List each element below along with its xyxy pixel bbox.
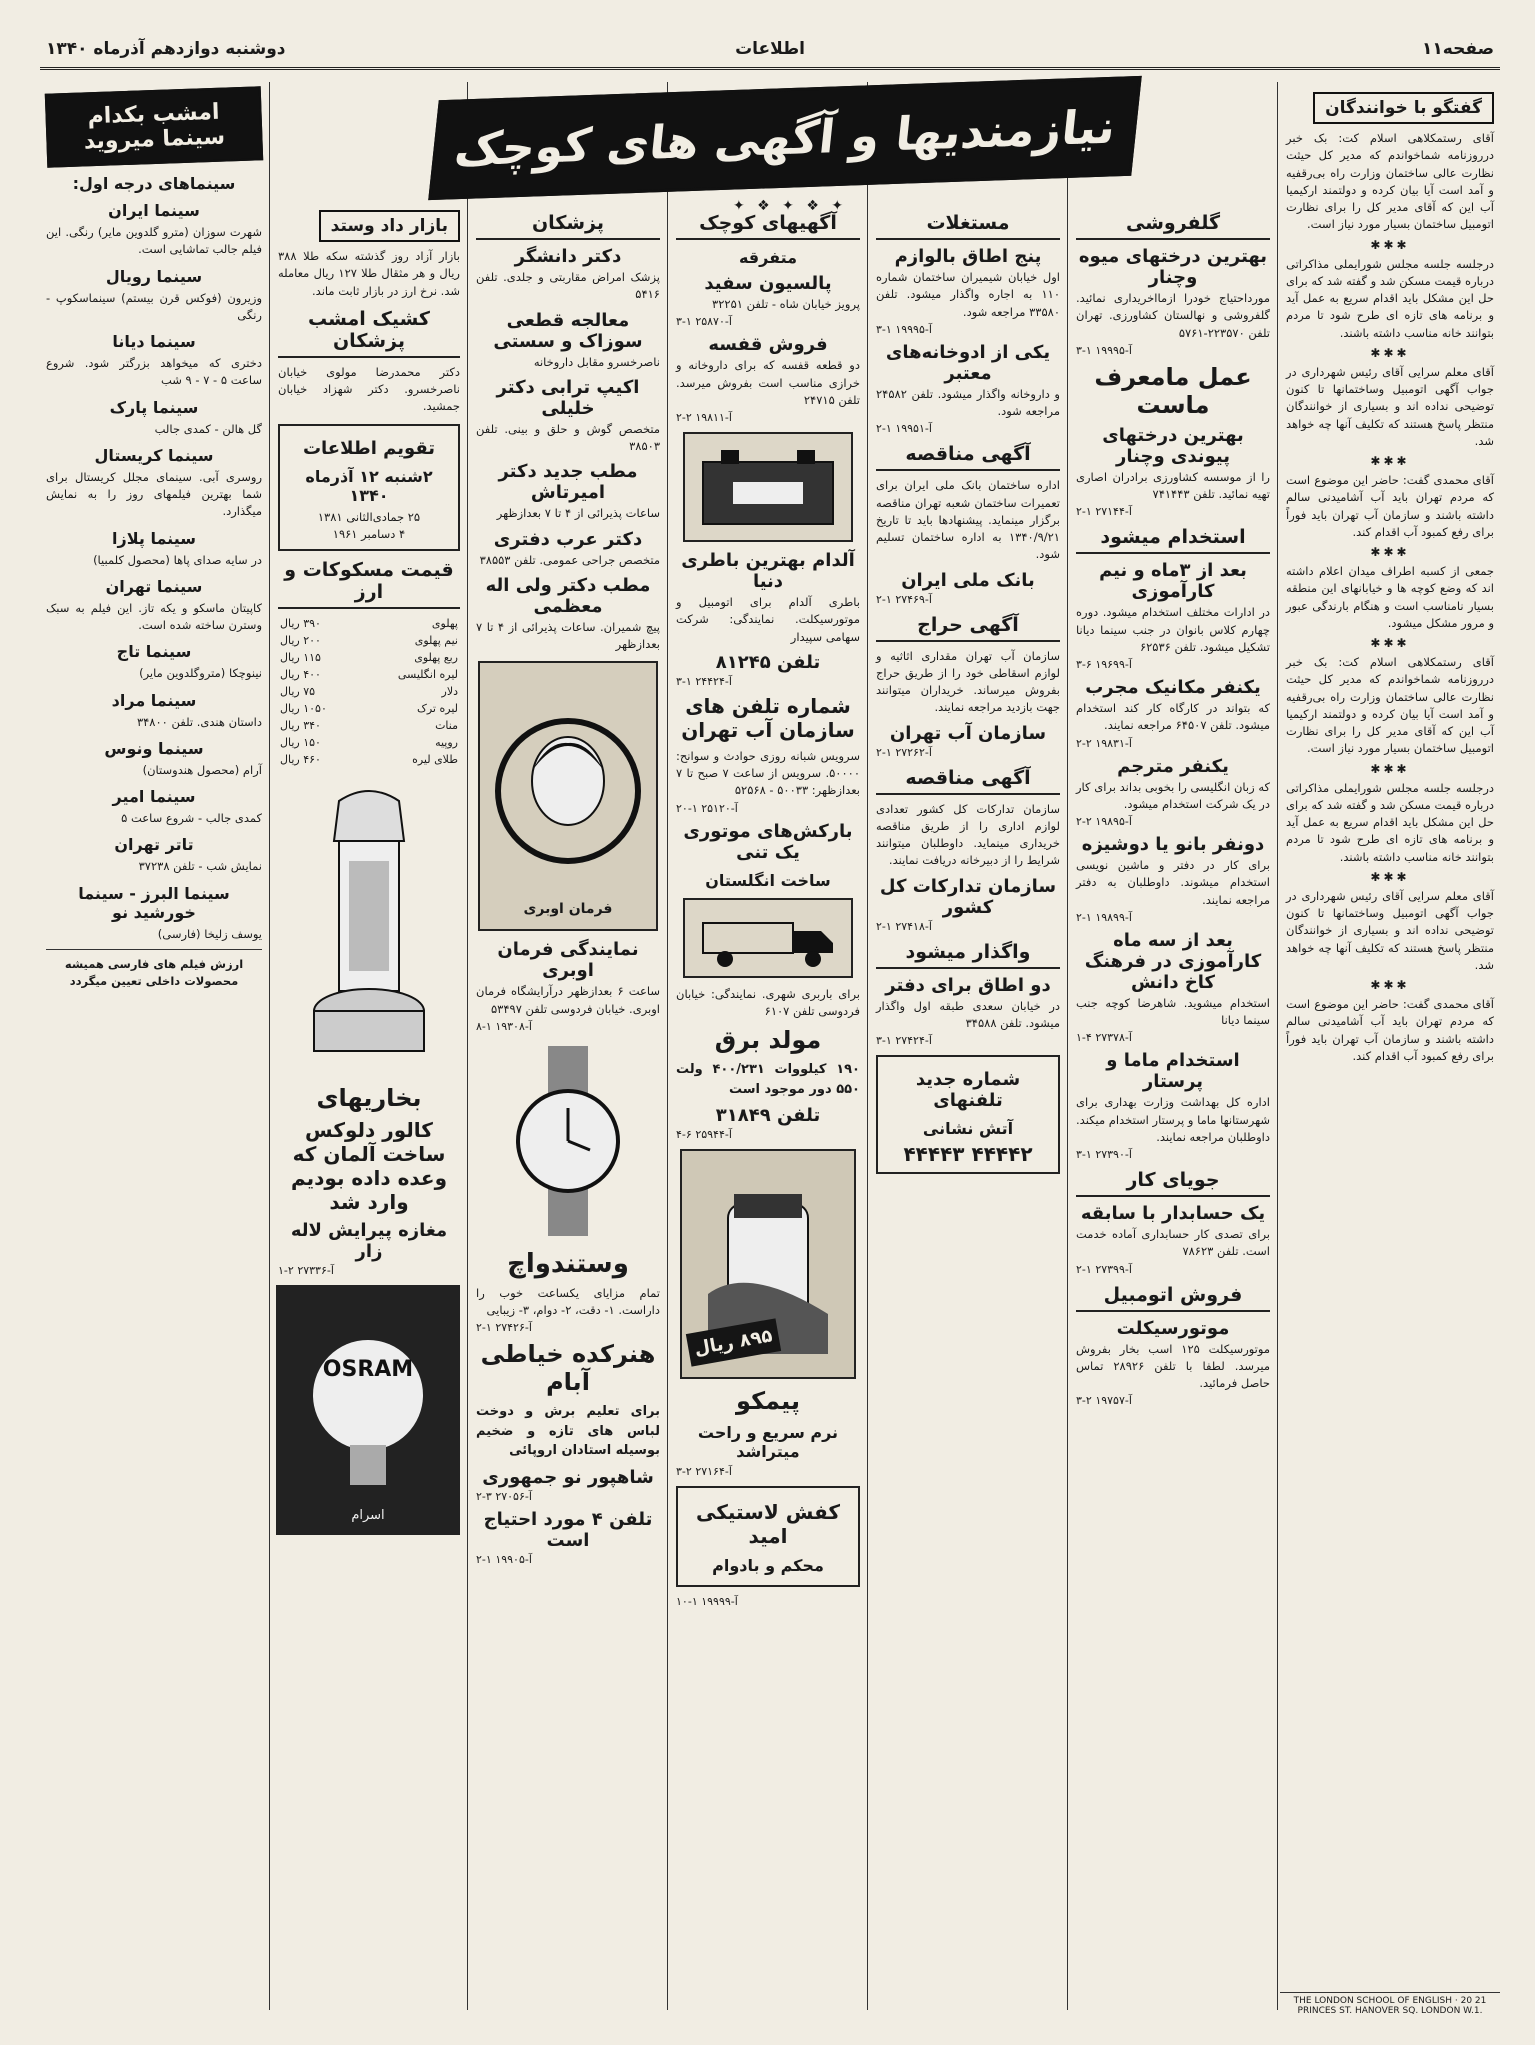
column-small-ads — [670, 200, 866, 2020]
osram-lamp-illustration — [276, 1285, 460, 1535]
table-row — [278, 734, 460, 751]
letter-paragraph: درجلسه جلسه مجلس شورایملی مذاکراتی درباره قیمت مسکن شد و گفته شد که برای حل این مشکل باید اقدام سریع به عمل آید و برنامه های تازه ای طرح شود تا مردم بتوانند خانه مناسب داشته باشند. — [1286, 780, 1494, 864]
column-cinemas — [40, 82, 268, 2020]
truck-illustration — [683, 898, 853, 978]
coin-price: ۷۵ ریال — [280, 685, 316, 698]
letter-paragraph: آقای معلم سرایی آقای رئیس شهرداری در جواب آگهی اتومبیل وساختمانها تا کنون توضیحی نداده اند و بسیاری از خوانندگان منتظر پاسخ هستند که تکلیف آنها چه خواهد شد. — [1286, 888, 1494, 972]
ad-text: اول خیابان شیمیران ساختمان شماره ۱۱۰ به اجاره واگذار میشود. تلفن ۳۳۵۸۰ مراجعه شود. — [876, 270, 1060, 319]
coin-price: ۱۵۰ ریال — [280, 736, 321, 749]
section-heading: آگهی مناقصه — [876, 767, 1060, 795]
ad-title: استخدام ماما و پرستار — [1106, 1050, 1240, 1093]
ad-text: در ادارات مختلف استخدام میشود. دوره چهارم کلاس بانوان در جنب سینما دیانا تشکیل میشود. تلفن ۶۲۵۳۶ — [1076, 605, 1270, 654]
coin-price: ۲۰۰ ریال — [280, 634, 321, 647]
ad-code: آ-۲۷۳۹۰ ۱-۳ — [1076, 1148, 1132, 1161]
doctors-on-call-text: دکتر محمدرضا مولوی خیابان ناصرخسرو. دکتر شهزاد خیابان جمشید. — [278, 364, 460, 414]
cinema-name: سینما کریستال — [94, 445, 214, 465]
separator: ✱✱✱ — [1370, 869, 1410, 884]
ad-text: تمام مزایای یکساعت خوب را داراست. ۱- دقت، ۲- دوام، ۳- زیبایی — [476, 1285, 660, 1317]
section-heading: آگهی حراج — [876, 614, 1060, 642]
coin-price: ۴۶۰ ریال — [280, 753, 321, 766]
ad-title: مطب دکتر ولی اله معظمی — [485, 574, 651, 617]
ad-code: آ-۲۵۹۴۴ ۶-۴ — [676, 1128, 732, 1141]
letter-paragraph: آقای معلم سرایی آقای رئیس شهرداری در جواب آگهی اتومبیل وساختمانها تا کنون توضیحی نداده اند و بسیاری از خوانندگان منتظر پاسخ هستند که تکلیف آنها چه خواهد شد. — [1286, 364, 1494, 448]
cinema-footer-note: ارزش فیلم های فارسی همیشه محصولات داخلی تعیین میگردد — [64, 956, 244, 988]
ad-code: آ-۲۵۱۲۰ ۱-۲۰ — [676, 801, 738, 815]
calendar-lunar-date: ۲۵ جمادی‌الثانی ۱۳۸۱ — [317, 509, 421, 524]
coin-name: دلار — [441, 685, 458, 698]
separator: ✱✱✱ — [1370, 761, 1410, 776]
ad-title: یکی از ادوخانه‌های معتبر — [885, 341, 1051, 384]
ad-text: و داروخانه واگذار میشود. تلفن ۲۴۵۸۲ مراجعه شود. — [876, 386, 1060, 418]
table-row — [278, 615, 460, 632]
light-bulb-icon — [288, 1295, 448, 1525]
ad-subtitle: بهترین درختهای پیوندی وچنار — [1102, 424, 1244, 467]
ad-title: بهترین درختهای میوه وچنار — [1078, 246, 1268, 288]
ad-code: آ-۲۷۳۹۹ ۱-۲ — [1076, 1262, 1132, 1276]
separator: ✱✱✱ — [1370, 454, 1410, 468]
ad-code: آ-۲۷۴۱۸ ۱-۲ — [876, 919, 932, 933]
ad-title: دکتر عرب دفتری — [493, 528, 643, 550]
section-heading: گلفروشی — [1076, 212, 1270, 240]
ad-code: آ-۱۹۹۹۹ ۱-۱۰ — [676, 1595, 738, 1608]
ad-code: آ-۲۷۳۳۶ ۲-۱ — [278, 1264, 334, 1277]
ad-title: دکتر دانشگر — [514, 246, 622, 267]
ad-title: بارکش‌های موتوری یک تنی — [683, 820, 853, 863]
column-rule — [269, 82, 270, 2010]
fire-department-box — [876, 1055, 1060, 1174]
ad-title: آلدام بهترین باطری دنیا — [681, 550, 855, 592]
battery-icon — [693, 442, 843, 532]
ad-text: مورداحتیاج خودرا ازمااخریداری نمائید. گلفروشی و نهالستان کشاورزی. تهران تلفن ۲۲۳۵۷۰-۵۷۶۱ — [1076, 291, 1270, 340]
ad-code: آ-۲۷۴۲۴ ۱-۳ — [876, 1034, 932, 1047]
ad-code: آ-۱۹۹۰۵ ۱-۲ — [476, 1552, 532, 1566]
separator: ✱✱✱ — [1370, 636, 1410, 650]
ad-text: که بتواند در کارگاه کار کند استخدام میشود. تلفن ۶۴۵۰۷ مراجعه نمایند. — [1076, 701, 1270, 733]
ad-code: آ-۱۹۹۹۵ ۱-۳ — [1076, 343, 1132, 357]
phone-number: ۴۴۴۴۲ ۴۴۴۴۳ — [903, 1142, 1033, 1166]
section-heading: قیمت مسکوکات و ارز — [278, 559, 460, 609]
heater-illustration — [279, 776, 459, 1076]
ad-title: دونفر بانو یا دوشیزه — [1081, 834, 1265, 855]
coin-price: ۱۱۵ ریال — [280, 651, 321, 664]
cinema-name: سینما امیر — [112, 787, 196, 806]
table-row — [278, 632, 460, 649]
coin-name: لیره ترک — [417, 702, 458, 715]
ad-address: شاهپور نو جمهوری — [482, 1466, 654, 1488]
ad-title: دو اطاق برای دفتر — [885, 974, 1051, 996]
ad-title: بخاریهای — [316, 1084, 422, 1112]
ad-code: آ-۲۷۴۲۶ ۱-۲ — [476, 1321, 532, 1335]
section-subheading: متفرقه — [738, 248, 798, 267]
ad-title: یکنفر مکانیک مجرب — [1085, 677, 1261, 698]
ad-code: آ-۲۷۴۶۹ ۱-۲ — [876, 592, 932, 606]
section-heading: استخدام میشود — [1076, 526, 1270, 554]
ad-phone: تلفن ۳۱۸۴۹ — [715, 1105, 821, 1126]
cinema-name: سینما ونوس — [104, 738, 204, 758]
ad-title: مولد برق — [714, 1026, 822, 1054]
ad-title: یک حسابدار با سابقه — [1080, 1203, 1266, 1224]
cinema-name: سینما مراد — [111, 690, 197, 710]
table-row — [278, 700, 460, 717]
ad-title: موتورسیکلت — [1116, 1317, 1230, 1339]
letter-paragraph: آقای محمدی گفت: حاضر این موضوع است که مردم تهران باید آب آشامیدنی سالم داشته باشند و سازمان آب تهران باید فوراً برای رفع کمبود آب اقدام کند. — [1286, 997, 1494, 1063]
brand-name: وستندواچ — [507, 1248, 629, 1279]
ad-code: آ-۱۹۹۹۵ ۱-۳ — [876, 322, 932, 336]
ad-code: آ-۱۹۹۵۱ ۱-۲ — [876, 422, 932, 436]
ad-title: بعد از ۳ماه و نیم کارآموزی — [1099, 560, 1247, 603]
price-tag: ۸۹۵ ریال — [686, 1318, 781, 1366]
letter-paragraph: آقای محمدی گفت: حاضر این موضوع است که مردم تهران باید آب آشامیدنی سالم داشته باشند و سازمان آب تهران باید فوراً برای رفع کمبود آب اقدام کند. — [1286, 473, 1494, 539]
water-org-heading: شماره تلفن های سازمان آب تهران — [681, 693, 855, 742]
image-caption: فرمان اوبری — [523, 901, 613, 918]
column-rule — [1277, 82, 1278, 2010]
ad-text: برای باربری شهری. نمایندگی: خیابان فردوسی تلفن ۶۱۰۷ — [676, 986, 860, 1018]
ad-text: اداره کل بهداشت وزارت بهداری برای شهرستانها ماما و پرستار استخدام میکند. داوطلبان مراجعه نمایند. — [1076, 1095, 1270, 1144]
issue-date: دوشنبه دوازدهم آذرماه ۱۳۴۰ — [46, 38, 286, 59]
coin-name: طلای لیره — [412, 753, 458, 766]
ad-title: اکیپ ترابی دکتر خلیلی — [496, 376, 640, 419]
ad-text: پرویز خیابان شاه - تلفن ۳۲۲۵۱ — [712, 297, 860, 311]
ad-code: آ-۲۷۱۴۴ ۱-۲ — [1076, 505, 1132, 519]
coin-price: ۳۴۰ ریال — [280, 719, 321, 732]
ad-text: ناصرخسرو مقابل داروخانه — [533, 354, 660, 369]
column-readers — [1280, 82, 1500, 2020]
column-rule — [467, 82, 468, 2010]
calendar-solar-date: ۲شنبه ۱۲ آذرماه ۱۳۴۰ — [305, 466, 433, 505]
ad-text: ساعت ۶ بعدازظهر درآرایشگاه فرمان اوبری. خیابان فردوسی تلفن ۵۳۴۹۷ — [476, 984, 660, 1016]
ad-text: دو قطعه قفسه که برای داروخانه و خرازی مناسب است بفروش میرسد. تلفن ۲۴۷۱۵ — [676, 358, 860, 407]
ad-text: برای تعلیم برش و دوخت لباس های تازه و ضخیم بوسیله استادان اروپائی — [476, 1404, 660, 1459]
ad-code: آ-۲۷۳۷۸ ۴-۱ — [1076, 1031, 1132, 1045]
divider — [46, 949, 262, 950]
section-heading: کشیک امشب پزشکان — [278, 308, 460, 358]
ad-title: عمل مامعرف ماست — [1094, 362, 1252, 419]
table-row — [278, 683, 460, 700]
page-number: صفحه۱۱ — [1422, 38, 1494, 59]
letter-paragraph: درجلسه جلسه مجلس شورایملی مذاکراتی درباره قیمت مسکن شد و گفته شد که برای حل این مشکل باید اقدام سریع به عمل آید و برنامه های تازه ای طرح شود تا مردم بتوانند خانه مناسب داشته باشند. — [1286, 256, 1494, 340]
cinema-name: سینما البرز - سینما خورشید نو — [78, 883, 230, 922]
cinema-program: کاپیتان ماسکو و یکه تاز. این فیلم به سبک وسترن ساخته شده است. — [46, 600, 262, 632]
cinema-program: آرام (محصول هندوستان) — [142, 762, 262, 777]
ad-text: پزشک امراض مقاربتی و جلدی. تلفن ۵۴۱۶ — [476, 270, 660, 302]
cinema-program: نینوچکا (متروگلدوین مایر) — [139, 666, 262, 681]
organization-name: سازمان تدارکات کل کشور — [879, 875, 1057, 918]
ad-code: آ-۱۹۷۵۷ ۲-۳ — [1076, 1394, 1132, 1408]
ad-code: آ-۲۵۸۷۰ ۱-۳ — [676, 315, 732, 329]
ad-code: آ-۱۹۶۹۹ ۶-۳ — [1076, 658, 1132, 671]
readers-section-title: گفتگو با خوانندگان — [1313, 92, 1494, 124]
organization-name: سازمان آب تهران — [889, 722, 1047, 744]
ad-text: سازمان آب تهران مقداری اثاثیه و لوازم اسقاطی خود را از طریق حراج بفروش میرساند. خریداران میتوانند جهت بازدید مراجعه نمایند. — [876, 648, 1060, 715]
ad-code: آ-۲۷۲۶۲ ۱-۲ — [876, 745, 932, 759]
cinema-name: سینما تهران — [105, 576, 203, 596]
organization-name: بانک ملی ایران — [901, 569, 1035, 591]
section-heading: فروش اتومبیل — [1076, 1284, 1270, 1312]
coin-name: نیم پهلوی — [414, 634, 458, 647]
market-text: بازار آزاد روز گذشته سکه طلا ۳۸۸ ریال و هر مثقال طلا ۱۲۷ ریال معامله شد. نرخ ارز در بازار ثابت ماند. — [278, 249, 460, 298]
ad-title: هنرکده خیاطی آبام — [480, 1340, 656, 1397]
coin-price: ۴۰۰ ریال — [280, 668, 321, 681]
ad-slogan: محکم و بادوام — [712, 1556, 824, 1575]
ad-text: سازمان تدارکات کل کشور تعدادی لوازم اداری را از طریق مناقصه خریداری مینماید. داوطلبان میتوانند شرایط را از دبیرخانه دریافت نمایند. — [876, 801, 1060, 868]
column-realestate — [870, 200, 1066, 2020]
coin-name: منات — [435, 719, 458, 732]
ad-subtitle: ساخت انگلستان — [705, 870, 831, 890]
watch-illustration — [498, 1041, 638, 1241]
letter-paragraph: آقای رستمکلاهی اسلام کت: بک خبر درروزنامه شماخواندم که مدیر کل حیثت نظارت عالی ساختمان وزارت راه بی‌رقفیه و آمد است آیا بیان کرده و دولتمند ارکیمیا آب این که آقای مدیر کل را برای نظارت اتومبیل ساختمان بسیار مورد نیاز است. — [1286, 131, 1494, 232]
section-heading: بازار داد وستد — [319, 210, 460, 242]
letter-paragraph: جمعی از کسبه اطراف میدان اعلام داشته اند که وضع کوچه ها و خیابانهای این منطقه بسیار نامناسب است و هنگام بارندگی عبور و مرور مشکل میشود. — [1286, 564, 1494, 630]
ad-code: آ-۱۹۸۳۱ ۲-۲ — [1076, 736, 1132, 750]
separator: ✱✱✱ — [1370, 545, 1410, 559]
ad-text: سرویس شبانه روزی حوادث و سوانح: ۵۰۰۰۰. سرویس از ساعت ۷ صبح تا ۷ بعدازظهر: ۵۰۰۳۳ - ۵۲۵۶۸ — [676, 748, 860, 798]
kerosene-heater-icon — [294, 781, 444, 1071]
ad-text: را از موسسه کشاورزی برادران اصاری تهیه نمائید. تلفن ۷۴۱۴۴۳ — [1076, 469, 1270, 501]
ad-code: آ-۱۹۳۰۸ ۱-۸ — [476, 1019, 532, 1033]
table-row — [278, 717, 460, 734]
section-heading: سینماهای درجه اول: — [72, 174, 236, 193]
section-heading: آگهیهای کوچک — [676, 212, 860, 240]
cinema-program: یوسف زلیخا (فارسی) — [157, 926, 262, 941]
calendar-title: تقویم اطلاعات — [302, 437, 436, 459]
ad-text: متخصص گوش و حلق و بینی. تلفن ۳۸۵۰۳ — [476, 421, 660, 453]
ad-title: کفش لاستیکی امید — [695, 1500, 840, 1548]
cinema-name: سینما پارک — [109, 397, 199, 417]
table-row — [278, 751, 460, 768]
cinema-program: نمایش شب - تلفن ۳۷۲۳۸ — [138, 859, 262, 874]
ad-text: متخصص جراحی عمومی. تلفن ۳۸۵۵۳ — [479, 552, 660, 567]
ad-code: آ-۲۴۴۲۴ ۱-۳ — [676, 674, 732, 688]
table-row — [278, 666, 460, 683]
ad-title: نمایندگی فرمان اوبری — [497, 939, 639, 982]
column-rule — [867, 82, 868, 2010]
column-market — [272, 200, 466, 2020]
ad-code: آ-۲۷۰۵۶ ۳-۲ — [476, 1489, 532, 1503]
ad-text: برای کار در دفتر و ماشین نویسی استخدام میشوند. داوطلبان به دفتر مراجعه نمایند. — [1076, 858, 1270, 907]
section-heading: آگهی مناقصه — [876, 443, 1060, 471]
column-doctors — [470, 200, 666, 2020]
letter-paragraph: آقای رستمکلاهی اسلام کت: بک خبر درروزنامه شماخواندم که مدیر کل حیثت نظارت عالی ساختمان وزارت راه بی‌رقفیه و آمد است آیا بیان کرده و دولتمند ارکیمیا آب این که آقای مدیر کل را برای نظارت اتومبیل ساختمان بسیار مورد نیاز است. — [1286, 655, 1494, 756]
cinema-name: سینما تاج — [116, 642, 192, 662]
ad-code: آ-۱۹۸۹۹ ۱-۲ — [1076, 910, 1132, 924]
ad-text: برای تصدی کار حسابداری آماده خدمت است. تلفن ۷۸۶۲۳ — [1076, 1227, 1270, 1259]
separator: ✱✱✱ — [1370, 978, 1410, 992]
ad-title: معالجه قطعی سوزاک و سستی — [493, 309, 643, 352]
ad-title: بعد از سه ماه کارآموزی در فرهنگ کاخ دانش — [1084, 929, 1262, 993]
shop-name: مغازه پیرایش لاله زار — [290, 1220, 448, 1262]
ad-text: در خیابان سعدی طبقه اول واگذار میشود. تلفن ۳۴۵۸۸ — [876, 998, 1060, 1030]
brand-name: پیمکو — [736, 1387, 800, 1415]
ad-text: که زبان انگلیسی را بخوبی بداند برای کار در یک شرکت استخدام میشود. — [1076, 779, 1270, 811]
ad-text: ۱۹۰ کیلووات ۴۰۰/۲۳۱ ولت ۵۵۰ دور موجود است — [676, 1062, 860, 1097]
cinema-program: کمدی جالب - شروع ساعت ۵ — [121, 811, 262, 825]
ad-text: استخدام میشوید. شاهرضا کوچه جنب سینما دیانا — [1076, 995, 1270, 1027]
box-subtitle: آتش نشانی — [922, 1119, 1014, 1138]
coin-price: ۱۰۵۰ ریال — [280, 702, 327, 715]
cinema-section-title: امشب بکدام سینما میروید — [45, 86, 263, 167]
separator: ✱✱✱ — [1370, 237, 1410, 252]
cinema-name: سینما پلازا — [112, 528, 196, 548]
cinema-program: وزیرون (فوکس قرن بیستم) سینماسکوپ - رنگی — [46, 290, 262, 322]
column-rule — [667, 82, 668, 2010]
ad-text: پیچ شمیران. ساعات پذیرائی از ۴ تا ۷ بعدازظهر — [476, 619, 660, 651]
box-title: شماره جدید تلفنهای — [915, 1069, 1021, 1111]
cinema-name: سینما ایران — [108, 201, 200, 220]
cinema-program: در سایه صدای پاها (محصول کلمبیا) — [93, 552, 262, 567]
ad-text: کالور دلوکس ساخت آلمان که وعده داده بودیم وارد شد — [290, 1118, 448, 1214]
battery-illustration — [683, 432, 853, 542]
column-employment — [1070, 200, 1276, 2020]
razor-illustration — [680, 1149, 856, 1379]
cinema-program: داستان هندی. تلفن ۳۴۸۰۰ — [136, 714, 262, 729]
section-heading: واگذار میشود — [876, 941, 1060, 969]
coin-name: ربع پهلوی — [414, 651, 458, 664]
cinema-name: سینما رویال — [105, 266, 203, 286]
ad-text: موتورسیکلت ۱۲۵ اسب بخار بفروش میرسد. لطفا با تلفن ۲۸۹۲۶ تماس حاصل فرمائید. — [1076, 1341, 1271, 1390]
ad-slogan: نرم سریع و راحت میتراشد — [697, 1423, 839, 1461]
calendar-gregorian-date: ۴ دسامبر ۱۹۶۱ — [332, 526, 406, 541]
cinema-program: دختری که میخواهد بزرگتر شود. شروع ساعت ۵ - ۷ - ۹ شب — [46, 356, 262, 388]
banner-title: نیازمندیها و آگهی های کوچک — [451, 99, 1119, 177]
classifieds-banner — [428, 76, 1142, 200]
hairdresser-illustration — [478, 661, 658, 931]
ad-title: فروش قفسه — [708, 334, 828, 356]
ad-title: یکنفر مترجم — [1117, 755, 1229, 777]
brand-logo: OSRAM — [322, 1357, 414, 1382]
coin-price: ۳۹۰ ریال — [280, 617, 321, 630]
newspaper-page — [40, 30, 1500, 2020]
coin-name: پهلوی — [431, 617, 458, 630]
ad-title: مطب جدید دکتر امیرتاش — [498, 461, 638, 504]
cinema-program: شهرت سوزان (مترو گلدوین مایر) رنگی. این فیلم جالب تماشایی است. — [46, 225, 262, 257]
ad-title: تلفن ۴ مورد احتیاج است — [483, 1508, 653, 1551]
ad-text: باطری آلدام برای اتومبیل و موتورسیکلت. نمایندگی: شرکت سهامی سپیدار — [676, 595, 860, 644]
running-header — [40, 30, 1500, 70]
ad-code: آ-۱۹۸۹۵ ۲-۲ — [1076, 815, 1132, 828]
english-school-footer: THE LONDON SCHOOL OF ENGLISH · 20 21 PRINCES ST. HANOVER SQ. LONDON W.1. — [1280, 1992, 1500, 2016]
truck-icon — [693, 905, 843, 971]
coin-price-table — [278, 615, 460, 768]
ad-title: پالسیون سفید — [704, 273, 832, 294]
coin-name: روپیه — [435, 736, 458, 749]
ad-text: اداره ساختمان بانک ملی ایران برای تعمیرات ساختمان شعبه تهران مناقصه برگزار مینماید. پیشنهادها باید تا تاریخ ۱۳۴۰/۹/۲۱ به اداره ساختمان تسلیم شود. — [876, 478, 1060, 562]
cinema-name: سینما دیانا — [112, 332, 196, 351]
wristwatch-icon — [508, 1046, 628, 1236]
cinema-program: گل هالن - کمدی جالب — [154, 421, 262, 436]
ad-title: پنج اطاق بالوازم — [894, 246, 1042, 267]
ad-phone: تلفن ۸۱۲۴۵ — [715, 651, 821, 673]
table-row — [278, 649, 460, 666]
ad-code: آ-۲۷۱۶۴ ۲-۳ — [676, 1465, 732, 1478]
section-heading: مستغلات — [876, 212, 1060, 240]
cinema-program: روسری آبی. سینمای مجلل کریستال برای شما بهترین فیلمهای روز را به نمایش میگذارد. — [46, 469, 262, 519]
section-heading: جویای کار — [1076, 1169, 1270, 1197]
brand-name: اسرام — [351, 1508, 385, 1523]
ad-code: آ-۱۹۸۱۱ ۲-۲ — [676, 411, 732, 424]
cinema-name: تاتر تهران — [114, 835, 194, 855]
section-heading: پزشکان — [476, 212, 660, 240]
paper-name: اطلاعات — [735, 38, 805, 59]
woman-portrait-icon — [488, 681, 648, 911]
coin-name: لیره انگلیسی — [397, 668, 458, 681]
calendar-box — [278, 424, 460, 552]
banner-ornament: ✦ ❖ ✦ ❖ ✦ — [732, 198, 848, 214]
shoe-ad-box — [676, 1486, 860, 1587]
separator: ✱✱✱ — [1370, 345, 1410, 360]
column-rule — [1067, 82, 1068, 2010]
ad-text: ساعات پذیرائی از ۴ تا ۷ بعدازظهر — [496, 506, 660, 521]
